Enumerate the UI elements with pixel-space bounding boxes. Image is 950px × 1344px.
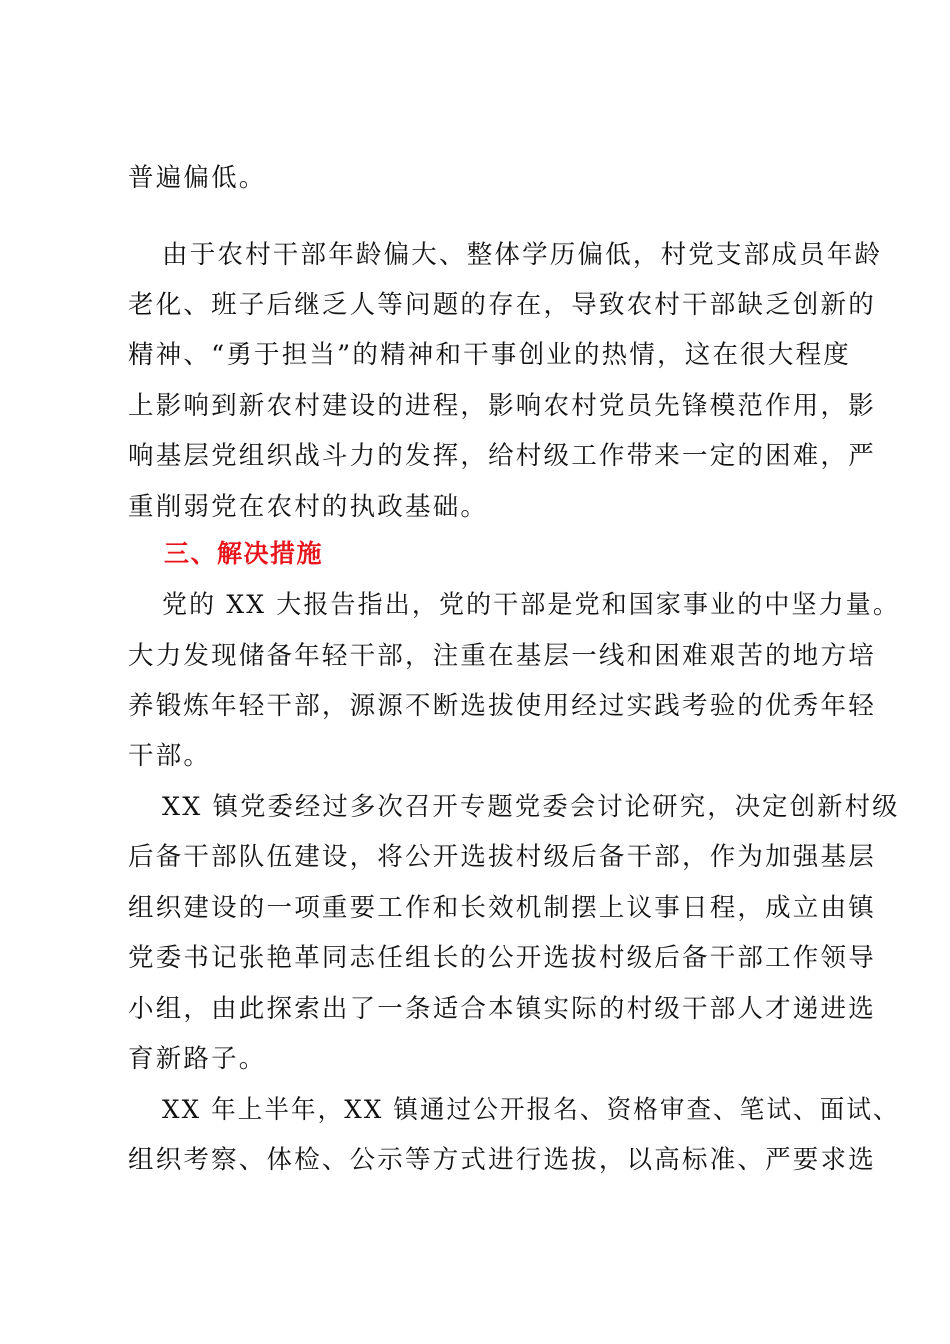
paragraph-line: 后备干部队伍建设，将公开选拔村级后备干部，作为加强基层 <box>128 842 876 872</box>
paragraph-line: 小组，由此探索出了一条适合本镇实际的村级干部人才递进选 <box>128 994 876 1024</box>
paragraph-line: 响基层党组织战斗力的发挥，给村级工作带来一定的困难，严 <box>128 441 876 471</box>
paragraph-line: 重削弱党在农村的执政基础。 <box>128 492 489 522</box>
paragraph-line: 普遍偏低。 <box>128 163 267 193</box>
paragraph-line: 老化、班子后继乏人等问题的存在，导致农村干部缺乏创新的 <box>128 290 876 320</box>
paragraph-line: 育新路子。 <box>128 1044 267 1074</box>
paragraph-line: 党委书记张艳革同志任组长的公开选拔村级后备干部工作领导 <box>128 943 876 973</box>
paragraph-line: 大力发现储备年轻干部，注重在基层一线和困难艰苦的地方培 <box>128 641 876 671</box>
paragraph-line: 党的 XX 大报告指出，党的干部是党和国家事业的中坚力量。 <box>162 590 900 620</box>
paragraph-line: 干部。 <box>128 741 212 771</box>
paragraph-line: 由于农村干部年龄偏大、整体学历偏低，村党支部成员年龄 <box>162 240 883 270</box>
section-heading: 三、解决措施 <box>164 539 324 568</box>
paragraph-line: 组织考察、体检、公示等方式进行选拔，以高标准、严要求选 <box>128 1145 876 1175</box>
paragraph-line: 组织建设的一项重要工作和长效机制摆上议事日程，成立由镇 <box>128 893 876 923</box>
paragraph-line: XX 镇党委经过多次召开专题党委会讨论研究，决定创新村级 <box>162 792 900 822</box>
paragraph-line: 精神、“勇于担当”的精神和干事创业的热情，这在很大程度 <box>128 340 851 370</box>
paragraph-line: 养锻炼年轻干部，源源不断选拔使用经过实践考验的优秀年轻 <box>128 691 876 721</box>
paragraph-line: XX 年上半年，XX 镇通过公开报名、资格审查、笔试、面试、 <box>162 1095 900 1125</box>
paragraph-line: 上影响到新农村建设的进程，影响农村党员先锋模范作用，影 <box>128 391 876 421</box>
